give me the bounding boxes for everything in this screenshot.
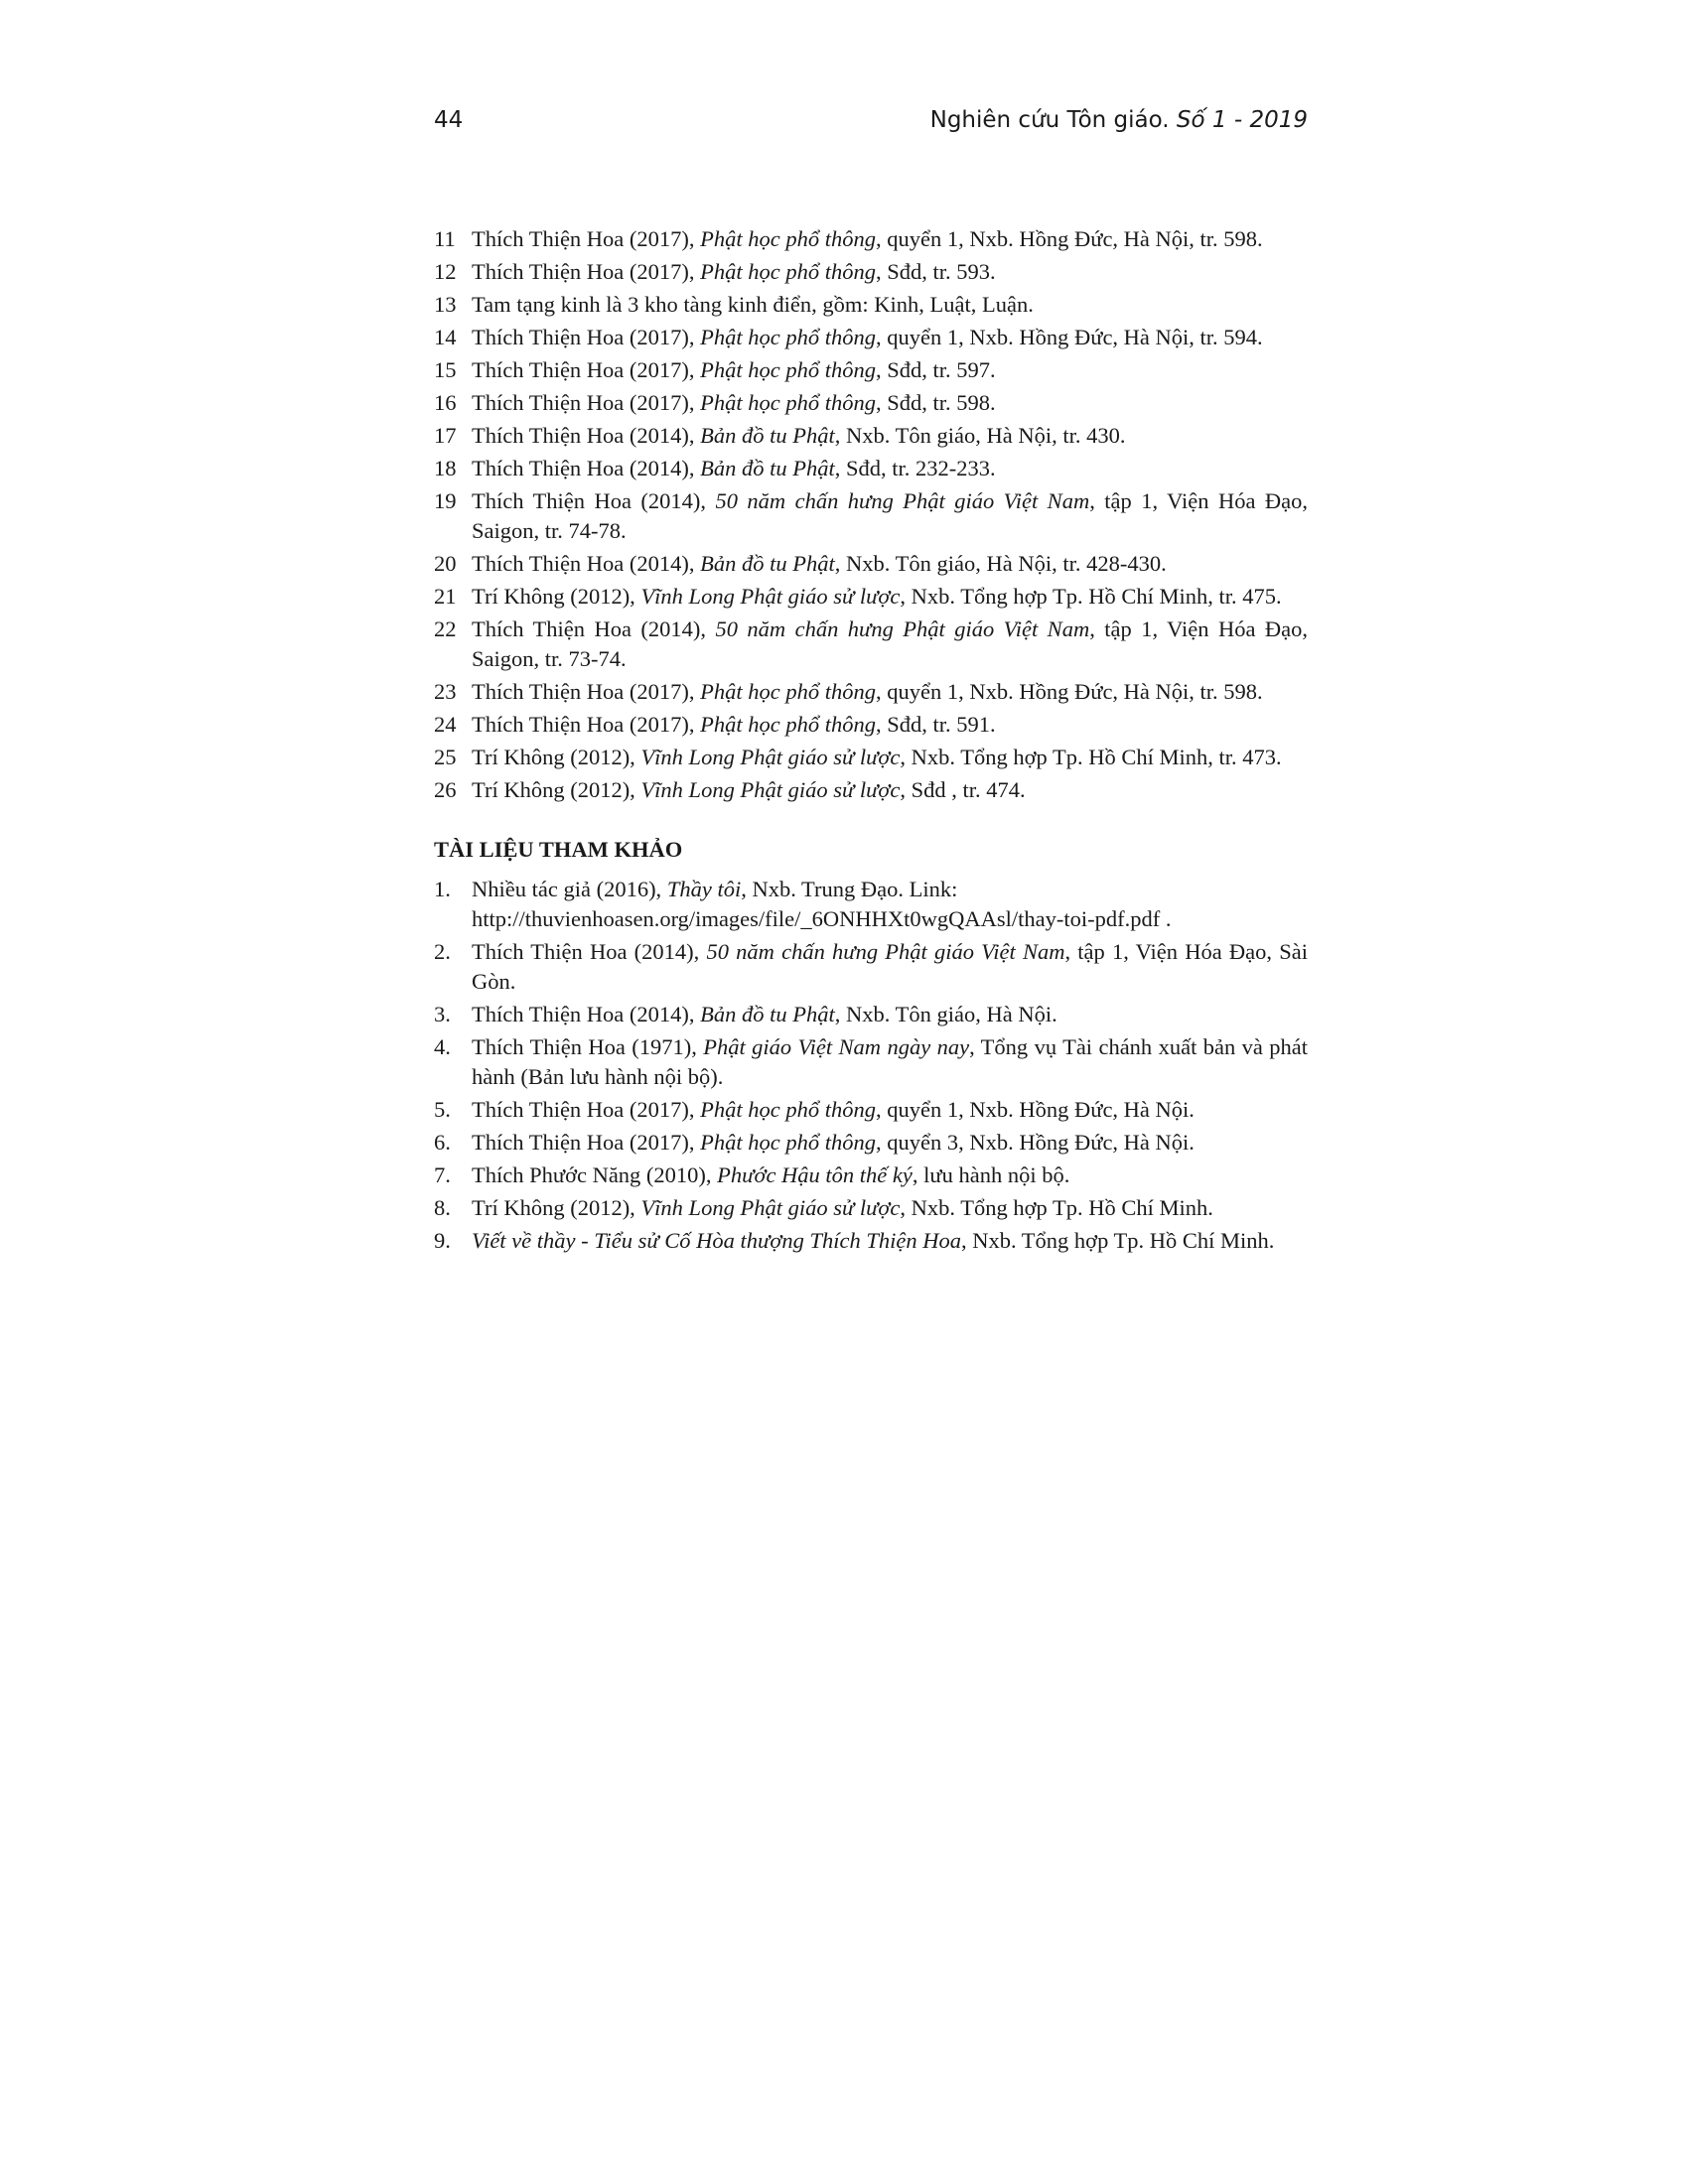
endnotes-list (434, 224, 1308, 805)
entry-title: Phật học phổ thông (700, 1130, 877, 1155)
entry-author: Thích Thiện Hoa (2017), (472, 226, 701, 251)
entry-details: , quyển 1, Nxb. Hồng Đức, Hà Nội, tr. 598. (876, 226, 1263, 251)
entry-details: , Nxb. Tôn giáo, Hà Nội, tr. 430. (834, 423, 1126, 448)
reference-item (434, 1193, 1308, 1223)
entry-author: Thích Thiện Hoa (2014), (472, 456, 701, 480)
entry-details: , quyển 1, Nxb. Hồng Đức, Hà Nội, tr. 598. (876, 679, 1263, 704)
entry-title: Phật học phổ thông (700, 679, 877, 704)
entry-title: Phật học phổ thông (700, 357, 877, 382)
entry-author: Thích Thiện Hoa (2017), (472, 712, 701, 737)
entry-title: Phật học phổ thông (700, 325, 877, 349)
entry-title: 50 năm chấn hưng Phật giáo Việt Nam (715, 616, 1090, 641)
entry-text (472, 390, 996, 415)
running-header (434, 107, 1308, 141)
entry-text (472, 456, 996, 480)
endnote-item (434, 290, 1308, 320)
entry-author: Thích Thiện Hoa (2017), (472, 259, 701, 284)
journal-issue: Số 1 - 2019 (1176, 107, 1308, 133)
entry-number: 2. (434, 939, 451, 964)
entry-author: Trí Không (2012), (472, 745, 641, 769)
entry-title: 50 năm chấn hưng Phật giáo Việt Nam (706, 939, 1065, 964)
endnote-item (434, 224, 1308, 254)
entry-number: 12 (434, 259, 457, 284)
reference-item (434, 875, 1308, 934)
entry-details: , Tổng vụ Tài chánh xuất bản và phát hành (Bản lưu hành nội bộ). (472, 1034, 1308, 1089)
endnote-item (434, 677, 1308, 707)
entry-author: Thích Thiện Hoa (2017), (472, 390, 701, 415)
entry-author: Thích Thiện Hoa (2017), (472, 325, 701, 349)
endnote-item (434, 582, 1308, 612)
entry-details: , Nxb. Trung Đạo. Link: (741, 877, 958, 901)
entry-text (472, 679, 1263, 704)
entry-author: Trí Không (2012), (472, 777, 641, 802)
entry-number: 7. (434, 1162, 451, 1187)
entry-title: Vĩnh Long Phật giáo sử lược (640, 777, 901, 802)
entry-text (472, 777, 1026, 802)
entry-title: 50 năm chấn hưng Phật giáo Việt Nam (715, 488, 1090, 513)
entry-text (472, 877, 1172, 931)
entry-text (472, 1097, 1195, 1122)
endnote-item (434, 421, 1308, 451)
reference-item (434, 1128, 1308, 1158)
entry-number: 11 (434, 226, 456, 251)
entry-author: Tam tạng kinh là 3 kho tàng kinh điển, gồm: Kinh, Luật, Luận. (472, 292, 1034, 317)
entry-number: 23 (434, 679, 457, 704)
entry-text (472, 584, 1282, 609)
entry-text (472, 1002, 1057, 1026)
entry-details: , Nxb. Tổng hợp Tp. Hồ Chí Minh. (960, 1228, 1275, 1253)
entry-number: 26 (434, 777, 457, 802)
entry-title: Bản đồ tu Phật (700, 1002, 835, 1026)
endnote-item (434, 486, 1308, 546)
entry-author: Thích Thiện Hoa (2017), (472, 679, 701, 704)
entry-text (472, 1162, 1069, 1187)
entry-details: , Sđd, tr. 232-233. (834, 456, 996, 480)
entry-number: 3. (434, 1002, 451, 1026)
entry-author: Thích Thiện Hoa (2014), (472, 423, 701, 448)
entry-author: Thích Thiện Hoa (2014), (472, 551, 701, 576)
endnote-item (434, 388, 1308, 418)
entry-details: , quyển 3, Nxb. Hồng Đức, Hà Nội. (876, 1130, 1195, 1155)
entry-title: Phật học phổ thông (700, 226, 877, 251)
entry-author: Thích Thiện Hoa (1971), (472, 1034, 704, 1059)
entry-number: 17 (434, 423, 457, 448)
entry-text (472, 1034, 1308, 1089)
entry-text (472, 712, 996, 737)
entry-text (472, 616, 1308, 671)
reference-item (434, 1032, 1308, 1092)
entry-number: 1. (434, 877, 451, 901)
entry-author: Nhiều tác giả (2016), (472, 877, 667, 901)
entry-number: 21 (434, 584, 457, 609)
entry-details: , Nxb. Tôn giáo, Hà Nội. (834, 1002, 1057, 1026)
entry-title: Bản đồ tu Phật (700, 456, 835, 480)
endnote-item (434, 775, 1308, 805)
entry-author: Thích Thiện Hoa (2017), (472, 1097, 701, 1122)
entry-text (472, 1228, 1274, 1253)
entry-author: Thích Thiện Hoa (2014), (472, 1002, 701, 1026)
entry-title: Phật học phổ thông (700, 259, 877, 284)
reference-item (434, 1000, 1308, 1029)
entry-details: , Sđd, tr. 591. (876, 712, 996, 737)
entry-author: Trí Không (2012), (472, 584, 641, 609)
entry-title: Vĩnh Long Phật giáo sử lược (640, 1195, 901, 1220)
endnote-item (434, 710, 1308, 740)
entry-details: , Sđd, tr. 598. (876, 390, 996, 415)
journal-name: Nghiên cứu Tôn giáo. (929, 107, 1170, 133)
entry-number: 19 (434, 488, 457, 513)
journal-title (930, 107, 1308, 133)
entry-details: , tập 1, Viện Hóa Đạo, Sài Gòn. (472, 939, 1308, 994)
entry-details: , tập 1, Viện Hóa Đạo, Saigon, tr. 74-78. (472, 488, 1309, 543)
entry-number: 20 (434, 551, 457, 576)
endnote-item (434, 454, 1308, 483)
entry-number: 15 (434, 357, 457, 382)
entry-text (472, 292, 1034, 317)
reference-item (434, 1160, 1308, 1190)
entry-author: Thích Phước Năng (2010), (472, 1162, 718, 1187)
entry-title: Bản đồ tu Phật (700, 551, 835, 576)
entry-author: Thích Thiện Hoa (2014), (472, 488, 716, 513)
entry-number: 16 (434, 390, 457, 415)
entry-number: 8. (434, 1195, 451, 1220)
entry-title: Bản đồ tu Phật (700, 423, 835, 448)
entry-text (472, 551, 1167, 576)
entry-details: , lưu hành nội bộ. (912, 1162, 1070, 1187)
reference-item (434, 937, 1308, 997)
entry-title: Phật học phổ thông (700, 390, 877, 415)
entry-details: , Sđd, tr. 597. (876, 357, 996, 382)
endnote-item (434, 257, 1308, 287)
entry-details: , quyển 1, Nxb. Hồng Đức, Hà Nội, tr. 594. (876, 325, 1263, 349)
reference-item (434, 1095, 1308, 1125)
endnote-item (434, 323, 1308, 352)
endnote-item (434, 549, 1308, 579)
entry-text (472, 1130, 1195, 1155)
entry-text (472, 259, 996, 284)
entry-title: Phật học phổ thông (700, 1097, 877, 1122)
entry-details: , Nxb. Tổng hợp Tp. Hồ Chí Minh, tr. 475. (900, 584, 1282, 609)
entry-details: , Sđd , tr. 474. (900, 777, 1026, 802)
entry-number: 25 (434, 745, 457, 769)
entry-details: , Nxb. Tổng hợp Tp. Hồ Chí Minh, tr. 473. (900, 745, 1282, 769)
entry-title: Phật giáo Việt Nam ngày nay (703, 1034, 970, 1059)
page-content (434, 224, 1308, 1259)
entry-number: 6. (434, 1130, 451, 1155)
entry-text (472, 939, 1308, 994)
entry-number: 14 (434, 325, 457, 349)
entry-author: Thích Thiện Hoa (2014), (472, 616, 716, 641)
entry-number: 4. (434, 1034, 451, 1059)
entry-title: Phước Hậu tôn thế ký (717, 1162, 913, 1187)
entry-details: , tập 1, Viện Hóa Đạo, Saigon, tr. 73-74. (472, 616, 1309, 671)
entry-details: , Nxb. Tôn giáo, Hà Nội, tr. 428-430. (834, 551, 1167, 576)
entry-text (472, 1195, 1213, 1220)
entry-text (472, 423, 1125, 448)
entry-details: , Nxb. Tổng hợp Tp. Hồ Chí Minh. (900, 1195, 1213, 1220)
page-number: 44 (434, 107, 464, 133)
entry-text (472, 226, 1263, 251)
entry-text (472, 488, 1308, 543)
endnote-item (434, 614, 1308, 674)
entry-title: Phật học phổ thông (700, 712, 877, 737)
entry-number: 22 (434, 616, 457, 641)
endnote-item (434, 355, 1308, 385)
entry-details: , Sđd, tr. 593. (876, 259, 996, 284)
entry-author: Thích Thiện Hoa (2017), (472, 1130, 701, 1155)
entry-title: Viết về thầy - Tiểu sử Cố Hòa thượng Thích Thiện Hoa (472, 1228, 961, 1253)
reference-item (434, 1226, 1308, 1256)
entry-number: 24 (434, 712, 457, 737)
endnote-item (434, 743, 1308, 772)
entry-text (472, 325, 1263, 349)
entry-link[interactable]: http://thuvienhoasen.org/images/file/_6ONHHXt0wgQAAsl/thay-toi-pdf.pdf . (472, 906, 1172, 931)
references-list (434, 875, 1308, 1256)
entry-title: Vĩnh Long Phật giáo sử lược (640, 745, 901, 769)
entry-title: Thầy tôi (666, 877, 742, 901)
references-heading: TÀI LIỆU THAM KHẢO (434, 837, 683, 862)
entry-author: Trí Không (2012), (472, 1195, 641, 1220)
entry-author: Thích Thiện Hoa (2014), (472, 939, 707, 964)
entry-author: Thích Thiện Hoa (2017), (472, 357, 701, 382)
entry-title: Vĩnh Long Phật giáo sử lược (640, 584, 901, 609)
entry-number: 5. (434, 1097, 451, 1122)
entry-number: 13 (434, 292, 457, 317)
entry-text (472, 357, 996, 382)
entry-text (472, 745, 1282, 769)
entry-number: 9. (434, 1228, 451, 1253)
entry-number: 18 (434, 456, 457, 480)
entry-details: , quyển 1, Nxb. Hồng Đức, Hà Nội. (876, 1097, 1195, 1122)
